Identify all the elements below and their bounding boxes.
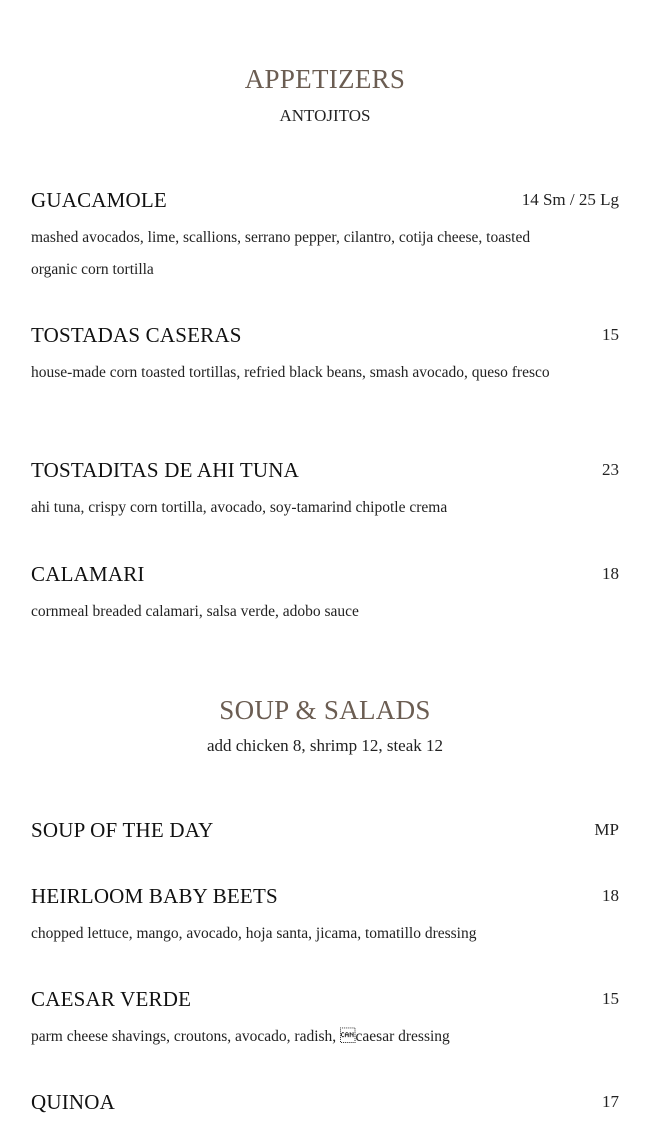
item-price: 23 — [602, 460, 619, 479]
item-name: TOSTADAS CASERAS — [31, 323, 242, 347]
item-description: chopped lettuce, mango, avocado, hoja santa, jicama, tomatillo dressing — [31, 925, 477, 942]
menu-item-tostaditas-ahi-tuna — [31, 458, 619, 524]
menu-item-heirloom-baby-beets — [31, 884, 619, 950]
item-name: CALAMARI — [31, 562, 145, 586]
item-description: parm cheese shavings, croutons, avocado, radish, caesar dressing — [31, 1028, 450, 1045]
item-name: SOUP OF THE DAY — [31, 818, 214, 842]
soups-salads-title: SOUP & SALADS — [219, 695, 431, 725]
menu-item-tostadas-caseras — [31, 323, 619, 389]
soups-salads-subtitle: add chicken 8, shrimp 12, steak 12 — [206, 736, 444, 755]
menu-item-quinoa — [31, 1090, 619, 1118]
item-price: MP — [594, 820, 619, 839]
item-price: 15 — [602, 989, 619, 1008]
item-description: mashed avocados, lime, scallions, serrano pepper, cilantro, cotija cheese, toasted organic corn tortilla — [31, 229, 531, 278]
item-name: TOSTADITAS DE AHI TUNA — [31, 458, 300, 482]
item-price: 14 Sm / 25 Lg — [521, 190, 619, 209]
item-description: house-made corn toasted tortillas, refried black beans, smash avocado, queso fresco — [31, 364, 550, 381]
item-name: HEIRLOOM BABY BEETS — [31, 884, 278, 908]
item-name: QUINOA — [31, 1090, 116, 1114]
menu-item-guacamole — [31, 188, 619, 286]
item-name: CAESAR VERDE — [31, 987, 192, 1011]
item-price: 17 — [602, 1092, 619, 1111]
item-price: 18 — [602, 886, 619, 905]
item-price: 18 — [602, 564, 619, 583]
menu-item-caesar-verde — [31, 987, 619, 1053]
item-price: 15 — [602, 325, 619, 344]
item-description: ahi tuna, crispy corn tortilla, avocado, soy-tamarind chipotle crema — [31, 499, 448, 516]
appetizers-subtitle: ANTOJITOS — [279, 106, 371, 125]
menu-item-calamari — [31, 562, 619, 628]
item-description: cornmeal breaded calamari, salsa verde, adobo sauce — [31, 603, 359, 620]
item-name: GUACAMOLE — [31, 188, 167, 212]
menu-item-soup-of-the-day — [31, 818, 619, 846]
appetizers-title: APPETIZERS — [244, 64, 406, 94]
